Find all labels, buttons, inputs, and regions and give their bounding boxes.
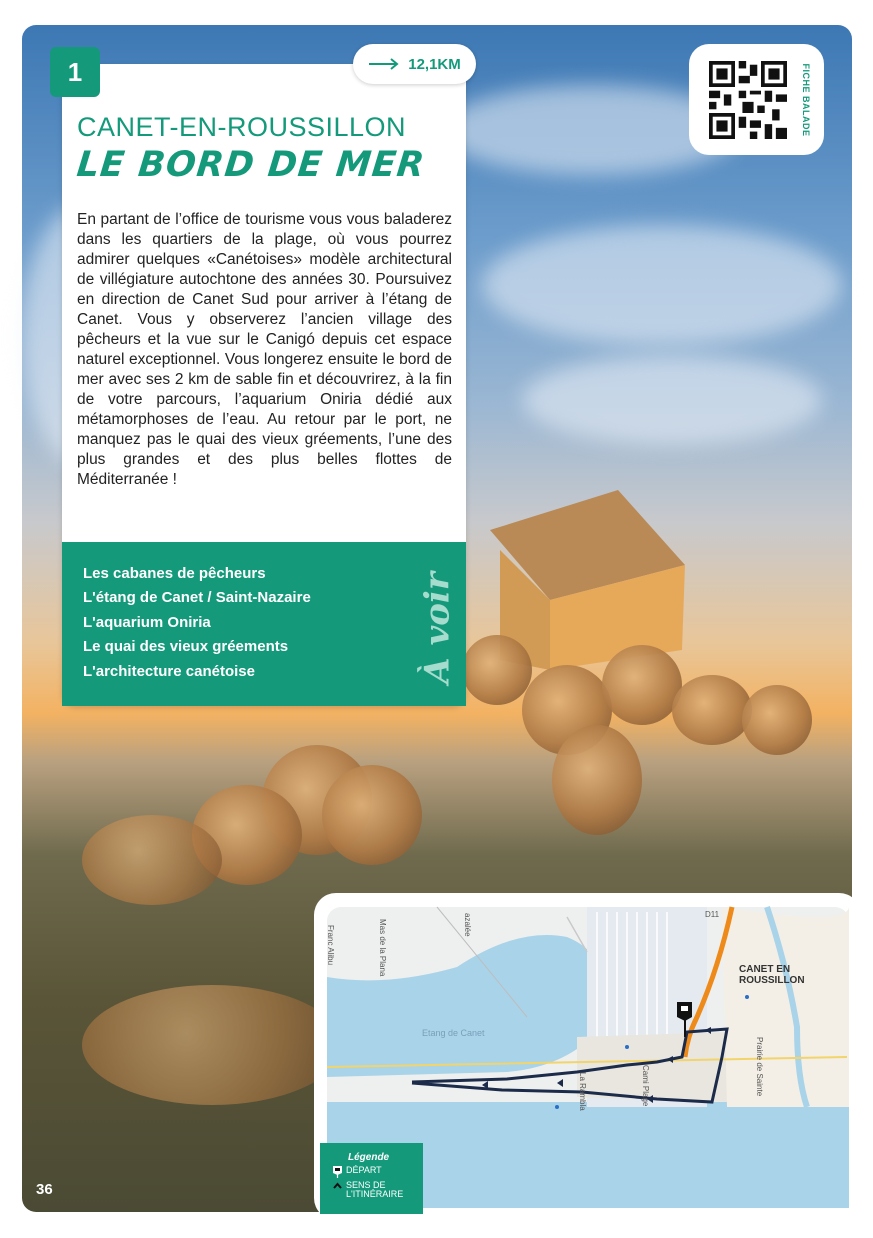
fishing-net xyxy=(672,675,752,745)
map-street-label: azalée xyxy=(463,913,472,937)
qr-label-text: FICHE BALADE xyxy=(801,63,811,137)
legend-direction-line1: SENS DE xyxy=(346,1180,386,1190)
card-text-area xyxy=(62,64,466,490)
map-legend xyxy=(320,1143,423,1214)
map-street-label: La Rambla xyxy=(578,1072,587,1111)
fishing-net xyxy=(462,635,532,705)
legend-direction-row xyxy=(333,1181,423,1199)
distance-value: 12,1KM xyxy=(408,55,461,73)
map-lake-label: Etang de Canet xyxy=(422,1028,485,1038)
qr-code-box[interactable] xyxy=(689,44,824,155)
fishing-net xyxy=(602,645,682,725)
fishing-net xyxy=(742,685,812,755)
a-voir-heading xyxy=(412,568,464,688)
list-item: Les cabanes de pêcheurs xyxy=(83,565,266,582)
map-street-label: Mas de la Plana xyxy=(378,919,387,977)
legend-title: Légende xyxy=(348,1152,390,1163)
map-street-label: Franc Alibu xyxy=(326,925,335,966)
start-flag-icon xyxy=(333,1166,342,1178)
legend-direction-label xyxy=(346,1181,403,1199)
distance-pill xyxy=(353,44,476,84)
direction-arrow-icon xyxy=(333,1181,342,1191)
cloud xyxy=(522,355,822,445)
qr-code-icon[interactable] xyxy=(709,61,787,139)
map-street-label: Prairie de Sainte xyxy=(755,1037,764,1097)
fishing-net xyxy=(552,725,642,835)
a-voir-list xyxy=(83,562,466,684)
page-number: 36 xyxy=(36,1181,53,1198)
town-name: CANET-EN-ROUSSILLON xyxy=(77,112,407,142)
a-voir-heading-text: À voir xyxy=(418,572,459,684)
map-town-line1: CANET EN xyxy=(739,964,791,975)
list-item: L'étang de Canet / Saint-Nazaire xyxy=(83,589,311,607)
fishing-net xyxy=(82,985,342,1105)
legend-start-row xyxy=(333,1166,423,1178)
fishing-net xyxy=(322,765,422,865)
map-road-label: D11 xyxy=(705,910,720,919)
arrow-right-icon xyxy=(368,58,400,70)
walk-description: En partant de l’office de tourisme vous vous baladerez dans les quartiers de la plage, où vous pourrez admirer quelques «Canétoises» modèle architectural de villégiature autochtone des années 30. Poursuivez en direction de Canet Sud pour arriver à l’étang de Canet. Vous y observerez l’ancien village des pêcheurs et la vue sur le Canigó depuis cet espace naturel exceptionnel. Vous longerez ensuite le bord de mer avec ses 2 km de sable fin et découvrirez, à la fin de votre parcours, l’aquarium Oniria dédié aux métamorphoses de l’eau. Au retour par le port, ne manquez pas le quai des vieux gréements, l’une des plus grandes et des plus belles flottes de Méditerranée ! xyxy=(77,211,452,488)
list-item: L'architecture canétoise xyxy=(83,662,255,680)
walk-number-badge: 1 xyxy=(50,47,100,97)
list-item: L'aquarium Oniria xyxy=(83,613,211,631)
map-street-label: Cami Plage xyxy=(641,1065,650,1107)
qr-label xyxy=(799,58,813,142)
legend-direction-line2: L'ITINÉRAIRE xyxy=(346,1189,404,1199)
map-town-line2: ROUSSILLON xyxy=(739,975,805,986)
walk-title: LE BORD DE MER xyxy=(74,145,427,185)
map-town-label xyxy=(739,964,805,986)
fishing-net xyxy=(82,815,222,905)
a-voir-section xyxy=(62,542,466,706)
walk-description-card xyxy=(62,64,466,706)
list-item: Le quai des vieux gréements xyxy=(83,638,289,656)
legend-start-label: DÉPART xyxy=(346,1165,382,1175)
cloud xyxy=(482,225,842,345)
